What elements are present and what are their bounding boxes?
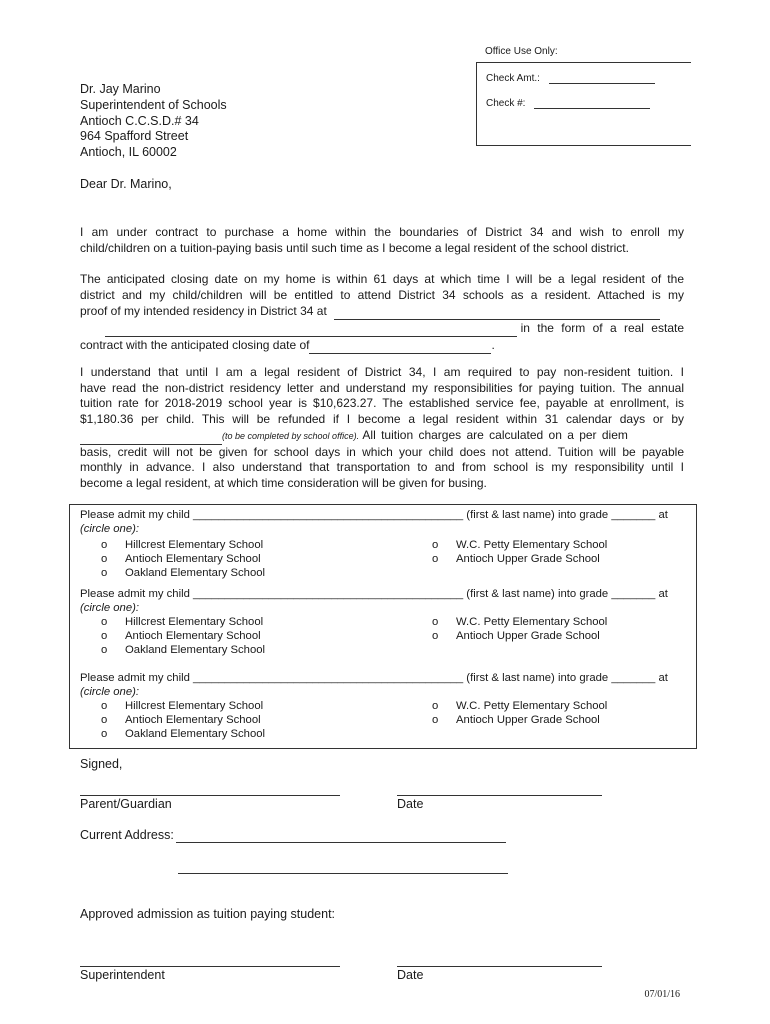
superintendent-date-line[interactable]: [397, 966, 602, 967]
check-number-label: Check #:: [486, 98, 526, 109]
school-name: Antioch Upper Grade School: [456, 630, 600, 642]
bullet-icon: o: [101, 700, 108, 712]
school-option-oakland[interactable]: [101, 727, 265, 741]
school-option-hillcrest[interactable]: [101, 615, 263, 629]
current-address-line-1[interactable]: [176, 842, 506, 843]
school-option-antioch-upper[interactable]: [432, 629, 600, 643]
paragraph-contract: [80, 225, 684, 256]
admission-block: [80, 671, 688, 740]
residency-address-field-2[interactable]: [105, 320, 517, 337]
school-name: Antioch Elementary School: [125, 553, 261, 565]
school-name: W.C. Petty Elementary School: [456, 700, 608, 712]
current-address-label: Current Address:: [80, 828, 174, 842]
school-name: Antioch Elementary School: [125, 630, 261, 642]
paragraph-line: [80, 337, 684, 354]
salutation: Dear Dr. Marino,: [80, 177, 172, 191]
school-option-wc-petty[interactable]: [432, 538, 607, 552]
admission-request-box: [69, 504, 697, 749]
address-line: Antioch C.C.S.D.# 34: [80, 113, 199, 128]
admission-block: [80, 508, 688, 579]
parent-date-line[interactable]: [397, 795, 602, 796]
check-amount-row: [486, 72, 655, 84]
form-revision-date: 07/01/16: [644, 989, 680, 1000]
parent-signature-line[interactable]: [80, 795, 340, 796]
school-option-wc-petty[interactable]: [432, 615, 607, 629]
paragraph-line: child/children on a tuition-paying basis until such time as I become a legal resident of the school district.: [80, 240, 629, 255]
admission-block: [80, 587, 688, 656]
parent-guardian-label: Parent/Guardian: [80, 797, 172, 811]
bullet-icon: o: [101, 714, 108, 726]
school-option-hillcrest[interactable]: [101, 538, 263, 552]
school-option-wc-petty[interactable]: [432, 699, 607, 713]
bullet-icon: o: [101, 553, 108, 565]
school-name: Oakland Elementary School: [125, 644, 266, 656]
signed-label: Signed,: [80, 757, 123, 771]
check-amount-label: Check Amt.:: [486, 73, 540, 84]
bullet-icon: o: [101, 539, 108, 551]
school-name: Oakland Elementary School: [125, 567, 266, 579]
superintendent-signature-line[interactable]: [80, 966, 340, 967]
approved-admission-label: Approved admission as tuition paying student:: [80, 907, 336, 921]
school-name: W.C. Petty Elementary School: [456, 539, 608, 551]
check-amount-field[interactable]: [549, 72, 655, 84]
paragraph-line: monthly in advance. I also understand that transportation to and from school is my responsibility until I: [80, 460, 684, 475]
admit-child-line[interactable]: Please admit my child ___________________________________________ (first & last name) into grade _______ at: [80, 672, 668, 684]
bullet-icon: o: [432, 714, 439, 726]
school-name: Hillcrest Elementary School: [125, 700, 264, 712]
address-line: Superintendent of Schools: [80, 97, 227, 112]
school-option-hillcrest[interactable]: [101, 699, 263, 713]
school-option-antioch-upper[interactable]: [432, 552, 600, 566]
paragraph-line: I am under contract to purchase a home within the boundaries of District 34 and wish to enroll my: [80, 225, 684, 239]
bullet-icon: o: [101, 567, 108, 579]
bullet-icon: o: [101, 728, 108, 740]
paragraph-line: become a legal resident, at which time consideration will be given for busing.: [80, 475, 487, 490]
paragraph-line: have read the non-district residency letter and understand my responsibilities for paying tuition. The annual: [80, 380, 684, 395]
office-use-title: Office Use Only:: [485, 46, 558, 57]
paragraph-line: basis, credit will not be given for school days in which your child does not attend. Tuition will be payable: [80, 444, 684, 459]
paragraph-line: [80, 320, 684, 337]
school-option-antioch-elementary[interactable]: [101, 629, 261, 643]
bullet-icon: o: [101, 644, 108, 656]
school-name: Antioch Elementary School: [125, 714, 261, 726]
current-address-line-2[interactable]: [178, 873, 508, 874]
paragraph-closing-date: [80, 272, 684, 354]
address-line: Antioch, IL 60002: [80, 145, 177, 160]
bullet-icon: o: [432, 616, 439, 628]
paragraph-line: I understand that until I am a legal resident of District 34, I am required to pay non-resident tuition. I: [80, 365, 684, 379]
residency-address-field[interactable]: [334, 303, 660, 320]
check-number-field[interactable]: [534, 97, 650, 109]
circle-one-note: (circle one):: [80, 602, 140, 614]
paragraph-line: tuition rate for 2018-2019 school year is $10,623.27. The established service fee, payable at enrollment, is: [80, 396, 684, 411]
closing-date-prompt: contract with the anticipated closing date of: [80, 337, 310, 352]
paragraph-line: [80, 303, 684, 320]
office-use-box: [476, 62, 691, 146]
address-line: Dr. Jay Marino: [80, 82, 161, 96]
school-option-antioch-upper[interactable]: [432, 713, 600, 727]
bullet-icon: o: [432, 700, 439, 712]
school-name: Oakland Elementary School: [125, 728, 266, 740]
bullet-icon: o: [101, 630, 108, 642]
check-number-row: [486, 97, 650, 109]
bullet-icon: o: [432, 630, 439, 642]
date-label: Date: [397, 797, 424, 811]
paragraph-tuition: [80, 365, 684, 492]
residency-address-prompt: proof of my intended residency in District 34 at: [80, 304, 327, 319]
refund-date-field[interactable]: [80, 428, 222, 445]
recipient-address: [80, 82, 227, 161]
school-option-antioch-elementary[interactable]: [101, 552, 261, 566]
office-note: (to be completed by school office).: [222, 430, 360, 441]
bullet-icon: o: [432, 553, 439, 565]
admit-child-line[interactable]: Please admit my child ___________________________________________ (first & last name) into grade _______ at: [80, 509, 668, 521]
school-name: Hillcrest Elementary School: [125, 539, 264, 551]
admit-child-line[interactable]: Please admit my child ___________________________________________ (first & last name) into grade _______ at: [80, 588, 668, 600]
address-line: 964 Spafford Street: [80, 129, 189, 144]
tuition-per-diem-text: All tuition charges are calculated on a per diem: [362, 427, 628, 442]
circle-one-note: (circle one):: [80, 686, 140, 698]
real-estate-text: in the form of a real estate: [520, 321, 684, 336]
superintendent-label: Superintendent: [80, 968, 165, 982]
paragraph-line: $1,180.36 per child. This will be refunded if I become a legal resident within 31 calendar days or by: [80, 412, 684, 427]
period: .: [491, 337, 495, 352]
school-option-oakland[interactable]: [101, 643, 265, 657]
school-option-antioch-elementary[interactable]: [101, 713, 261, 727]
school-option-oakland[interactable]: [101, 566, 265, 580]
bullet-icon: o: [432, 539, 439, 551]
bullet-icon: o: [101, 616, 108, 628]
closing-date-field[interactable]: [309, 337, 491, 354]
school-name: Hillcrest Elementary School: [125, 616, 264, 628]
school-name: W.C. Petty Elementary School: [456, 616, 608, 628]
school-name: Antioch Upper Grade School: [456, 714, 600, 726]
paragraph-line: [80, 428, 684, 445]
circle-one-note: (circle one):: [80, 523, 140, 535]
paragraph-line: The anticipated closing date on my home is within 61 days at which time I will be a legal resident of the: [80, 272, 684, 286]
date-label-2: Date: [397, 968, 424, 982]
school-name: Antioch Upper Grade School: [456, 553, 600, 565]
paragraph-line: district and my child/children will be entitled to attend District 34 schools as a resident. Attached is my: [80, 287, 684, 302]
